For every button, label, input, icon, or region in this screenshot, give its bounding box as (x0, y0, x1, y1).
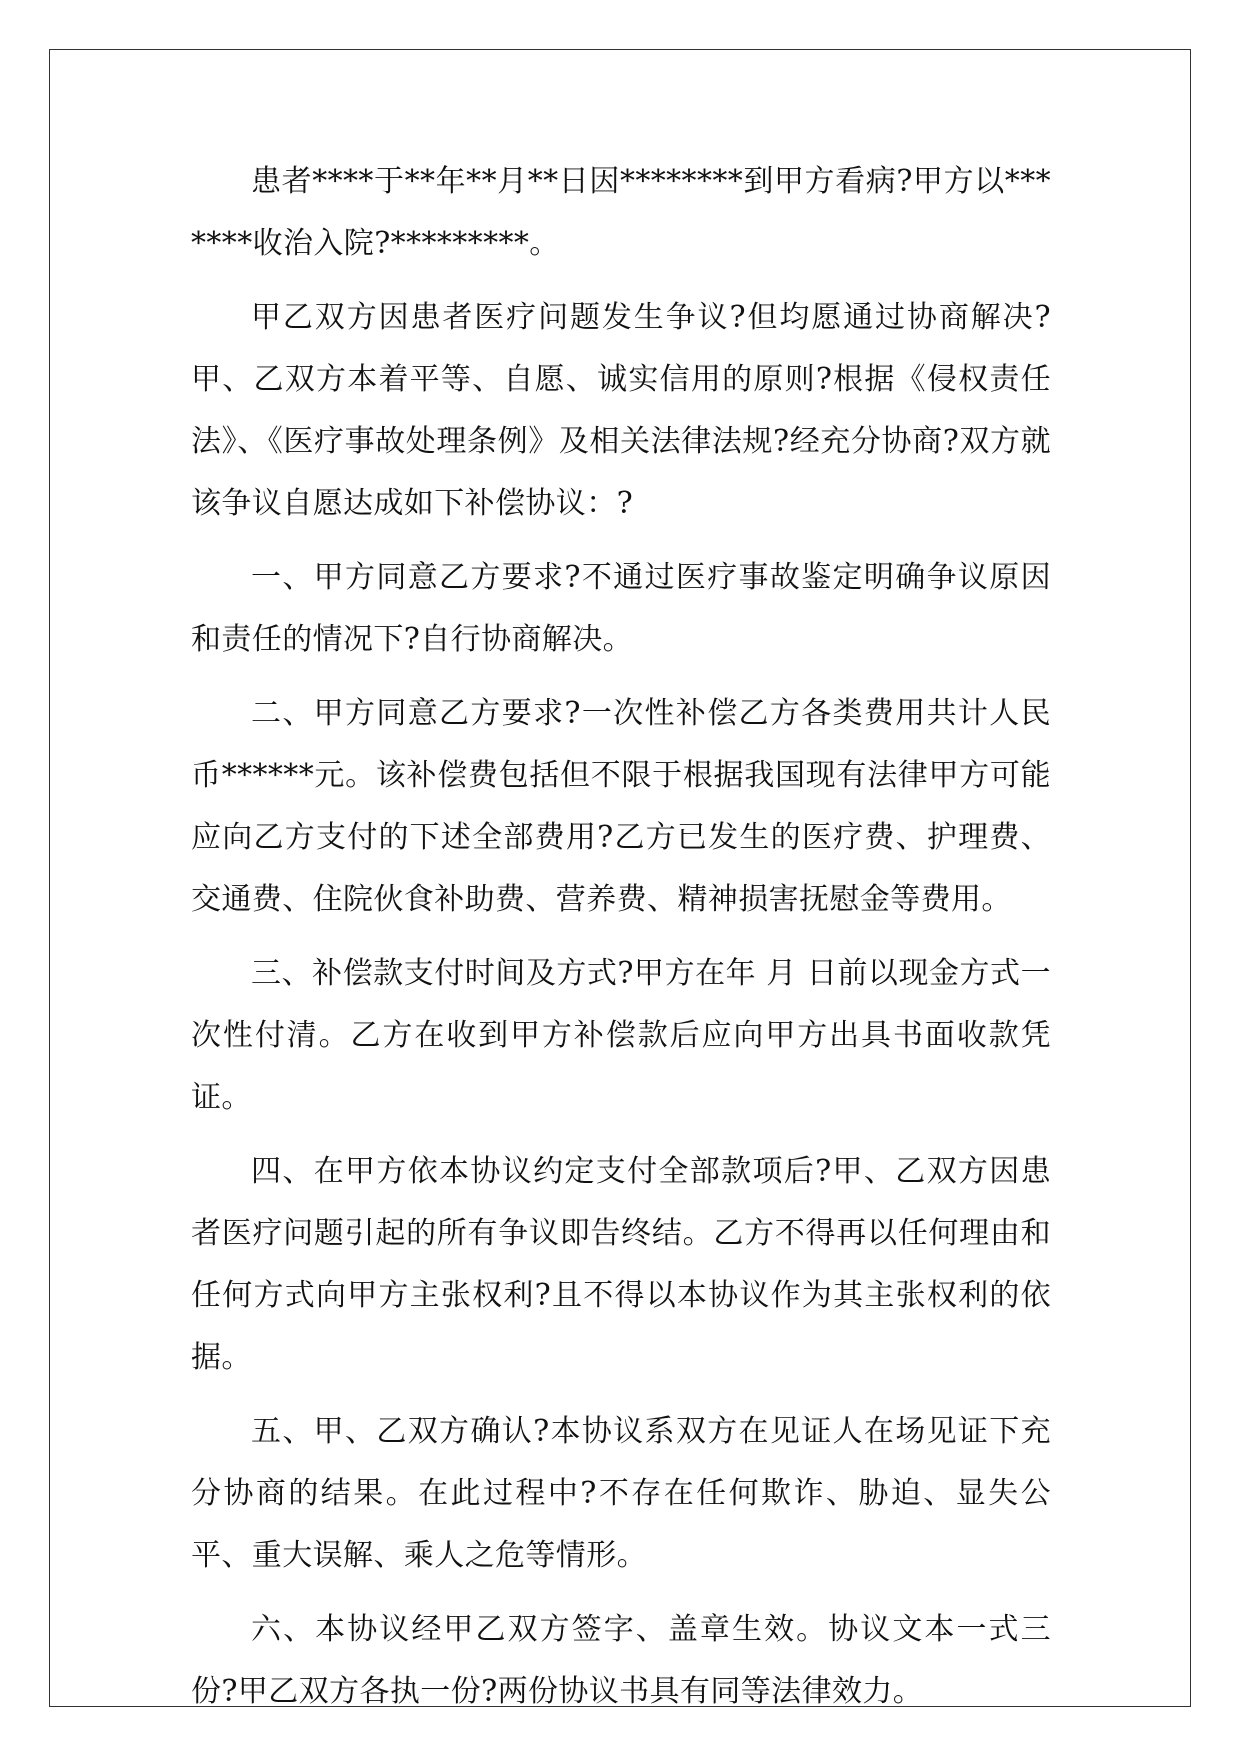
clause-6: 六、本协议经甲乙双方签字、盖章生效。协议文本一式三份?甲乙双方各执一份?两份协议书具有同等法律效力。 (191, 1612, 1051, 1709)
clause-1: 一、甲方同意乙方要求?不通过医疗事故鉴定明确争议原因和责任的情况下?自行协商解决。 (191, 560, 1051, 657)
paragraph-preamble: 甲乙双方因患者医疗问题发生争议?但均愿通过协商解决?甲、乙双方本着平等、自愿、诚实信用的原则?根据《侵权责任法》、《医疗事故处理条例》及相关法律法规?经充分协商?双方就该争议自愿达成如下补偿协议：? (191, 300, 1051, 521)
clause-5: 五、甲、乙双方确认?本协议系双方在见证人在场见证下充分协商的结果。在此过程中?不存在任何欺诈、胁迫、显失公平、重大误解、乘人之危等情形。 (191, 1414, 1051, 1573)
clause-2: 二、甲方同意乙方要求?一次性补偿乙方各类费用共计人民币******元。该补偿费包括但不限于根据我国现有法律甲方可能应向乙方支付的下述全部费用?乙方已发生的医疗费、护理费、交通费、住院伙食补助费、营养费、精神损害抚慰金等费用。 (191, 696, 1051, 917)
clause-3: 三、补偿款支付时间及方式?甲方在年 月 日前以现金方式一次性付清。乙方在收到甲方补偿款后应向甲方出具书面收款凭证。 (191, 956, 1051, 1115)
paragraph-patient-info: 患者****于**年**月**日因********到甲方看病?甲方以*******收治入院?*********。 (191, 164, 1051, 261)
document-body (191, 151, 1051, 1723)
clause-4: 四、在甲方依本协议约定支付全部款项后?甲、乙双方因患者医疗问题引起的所有争议即告终结。乙方不得再以任何理由和任何方式向甲方主张权利?且不得以本协议作为其主张权利的依据。 (191, 1154, 1051, 1375)
